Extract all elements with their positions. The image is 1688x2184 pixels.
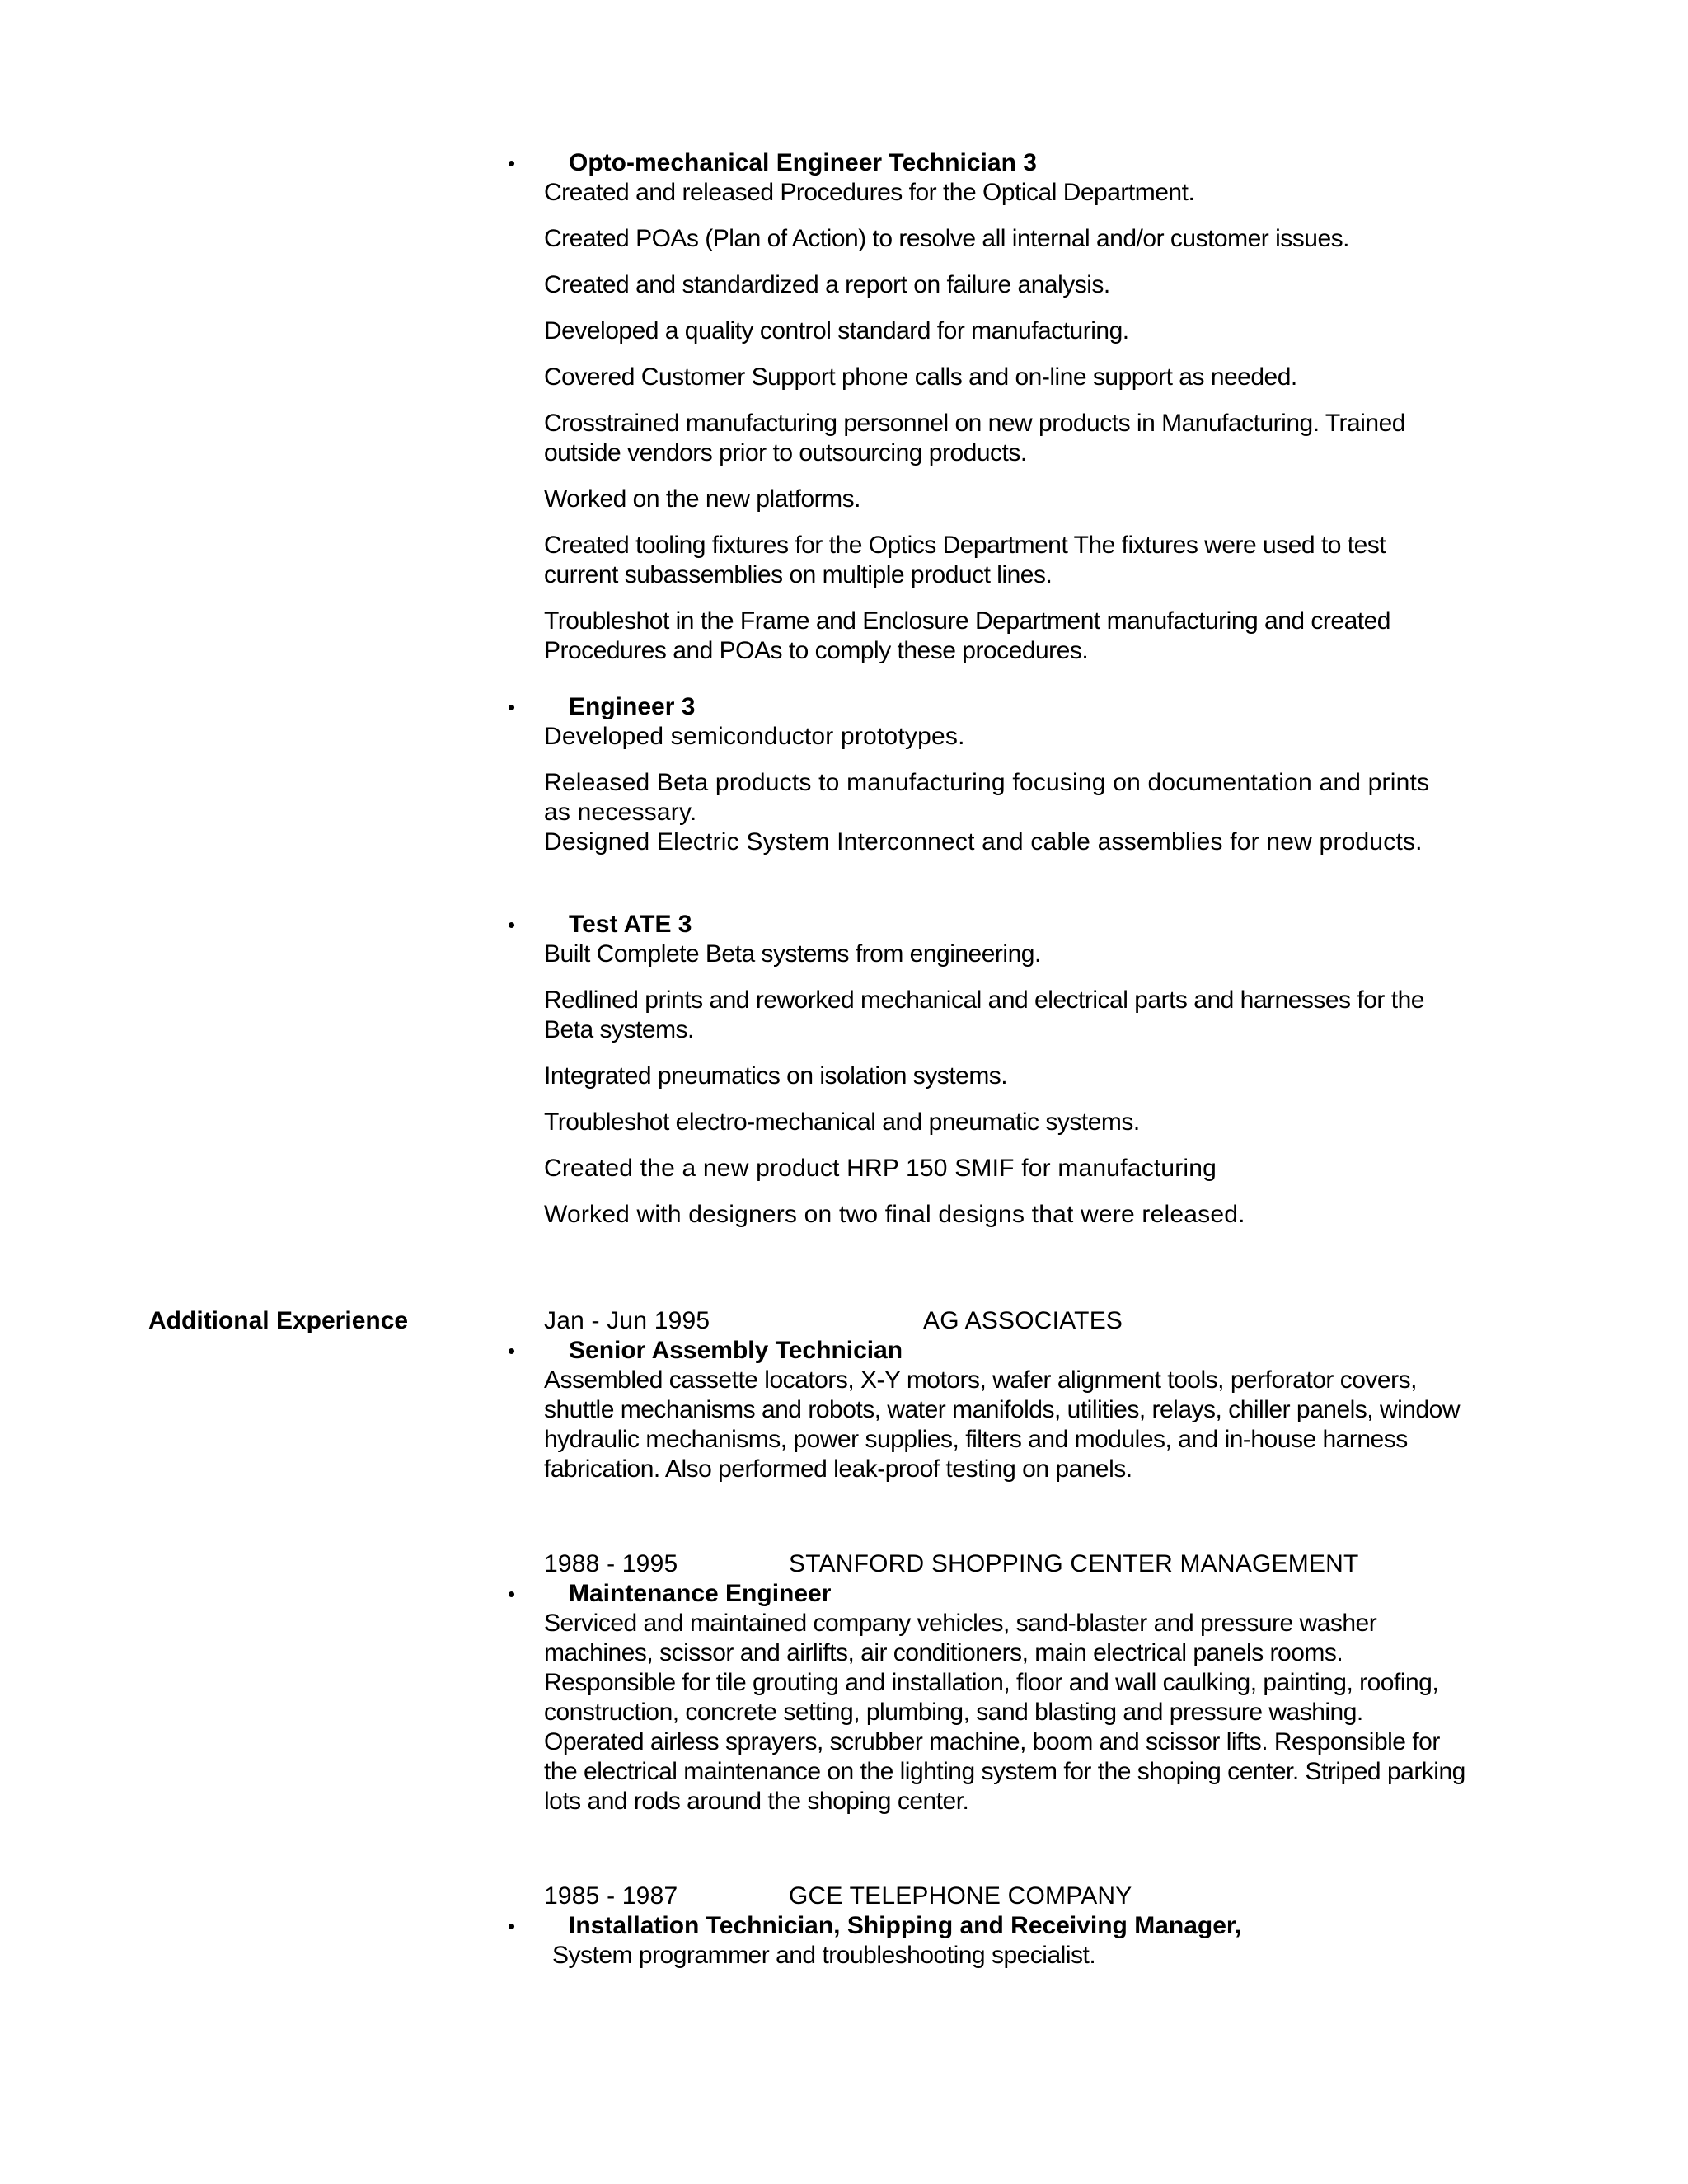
job-section-engineer-3 — [508, 692, 1484, 857]
section-heading-additional-experience: Additional Experience — [148, 1307, 409, 1334]
duty-line: as necessary. — [544, 799, 697, 826]
duty-line: Redlined prints and reworked mechanical and electrical parts and harnesses for the — [544, 987, 1424, 1014]
duty-line: Procedures and POAs to comply these procedures. — [544, 637, 1089, 664]
duty-line: machines, scissor and airlifts, air conditioners, main electrical panels rooms. — [544, 1639, 1343, 1666]
job-header — [544, 1549, 1484, 1579]
duty-line: Troubleshot in the Frame and Enclosure Department manufacturing and created — [544, 607, 1390, 635]
job-dates: Jan - Jun 1995 — [544, 1307, 710, 1334]
duty-line: Created tooling fixtures for the Optics Department The fixtures were used to test — [544, 532, 1386, 559]
job-title — [508, 692, 1484, 722]
duty-line: Worked with designers on two final designs that were released. — [544, 1201, 1245, 1228]
job-section-test-ate-3 — [508, 910, 1484, 1230]
duty-line: the electrical maintenance on the lighting system for the shoping center. Striped parking — [544, 1758, 1465, 1785]
duty-line: Operated airless sprayers, scrubber machine, boom and scissor lifts. Responsible for — [544, 1728, 1440, 1755]
duty-line: Assembled cassette locators, X-Y motors, wafer alignment tools, perforator covers, — [544, 1366, 1417, 1394]
job-title-text: Installation Technician, Shipping and Receiving Manager, — [569, 1912, 1242, 1939]
duty-line: Created the a new product HRP 150 SMIF for manufacturing — [544, 1155, 1217, 1182]
bullet-icon: • — [508, 1338, 516, 1363]
duty-line: Beta systems. — [544, 1016, 694, 1043]
job-title — [508, 1336, 1484, 1366]
bullet-icon: • — [508, 912, 516, 937]
job-title-text: Opto-mechanical Engineer Technician 3 — [569, 149, 1037, 176]
duty-line: construction, concrete setting, plumbing, sand blasting and pressure washing. — [544, 1699, 1363, 1726]
job-title — [508, 1911, 1484, 1941]
duty-line: Developed semiconductor prototypes. — [544, 723, 965, 750]
job-title — [508, 910, 1484, 940]
job-dates: 1985 - 1987 — [544, 1882, 678, 1910]
job-title — [508, 1579, 1484, 1609]
duty-line: Covered Customer Support phone calls and on-line support as needed. — [544, 363, 1297, 391]
duty-line: Worked on the new platforms. — [544, 485, 860, 513]
job-header — [544, 1882, 1484, 1911]
duty-line: current subassemblies on multiple product lines. — [544, 561, 1053, 588]
job-section-gce-telephone — [508, 1882, 1484, 1971]
duty-line: Responsible for tile grouting and installation, floor and wall caulking, painting, roofing, — [544, 1669, 1439, 1696]
duty-line: lots and rods around the shoping center. — [544, 1788, 969, 1815]
duty-line: Designed Electric System Interconnect and cable assemblies for new products. — [544, 828, 1423, 855]
job-section-stanford — [508, 1549, 1484, 1816]
job-section-opto-mechanical — [508, 148, 1484, 666]
job-section-ag-associates — [508, 1306, 1484, 1484]
duty-line: Troubleshot electro-mechanical and pneumatic systems. — [544, 1108, 1140, 1136]
job-title-text: Test ATE 3 — [569, 911, 692, 938]
duty-line: Crosstrained manufacturing personnel on new products in Manufacturing. Trained — [544, 410, 1405, 437]
duty-line: hydraulic mechanisms, power supplies, filters and modules, and in-house harness — [544, 1426, 1408, 1453]
duty-line: System programmer and troubleshooting specialist. — [552, 1942, 1096, 1969]
duty-line: Released Beta products to manufacturing focusing on documentation and prints — [544, 769, 1430, 796]
bullet-icon: • — [508, 695, 516, 719]
duty-line: Integrated pneumatics on isolation systems. — [544, 1062, 1008, 1090]
company-name: GCE TELEPHONE COMPANY — [789, 1882, 1132, 1910]
job-title — [508, 148, 1484, 178]
duty-line: shuttle mechanisms and robots, water manifolds, utilities, relays, chiller panels, window — [544, 1396, 1461, 1423]
company-name: STANFORD SHOPPING CENTER MANAGEMENT — [789, 1550, 1359, 1577]
job-title-text: Engineer 3 — [569, 693, 696, 720]
job-title-text: Senior Assembly Technician — [569, 1337, 903, 1364]
job-header — [544, 1306, 1484, 1336]
duty-line: outside vendors prior to outsourcing products. — [544, 439, 1027, 466]
duty-line: fabrication. Also performed leak-proof testing on panels. — [544, 1455, 1132, 1483]
duty-line: Created POAs (Plan of Action) to resolve all internal and/or customer issues. — [544, 225, 1349, 252]
bullet-icon: • — [508, 151, 516, 176]
bullet-icon: • — [508, 1914, 516, 1938]
bullet-icon: • — [508, 1582, 516, 1606]
job-dates: 1988 - 1995 — [544, 1550, 678, 1577]
duty-line: Created and released Procedures for the Optical Department. — [544, 179, 1195, 206]
job-title-text: Maintenance Engineer — [569, 1580, 832, 1607]
duty-line: Serviced and maintained company vehicles, sand-blaster and pressure washer — [544, 1610, 1377, 1637]
duty-line: Developed a quality control standard for manufacturing. — [544, 317, 1129, 344]
duty-line: Created and standardized a report on failure analysis. — [544, 271, 1110, 298]
company-name: AG ASSOCIATES — [923, 1307, 1123, 1334]
duty-line: Built Complete Beta systems from engineering. — [544, 940, 1041, 968]
